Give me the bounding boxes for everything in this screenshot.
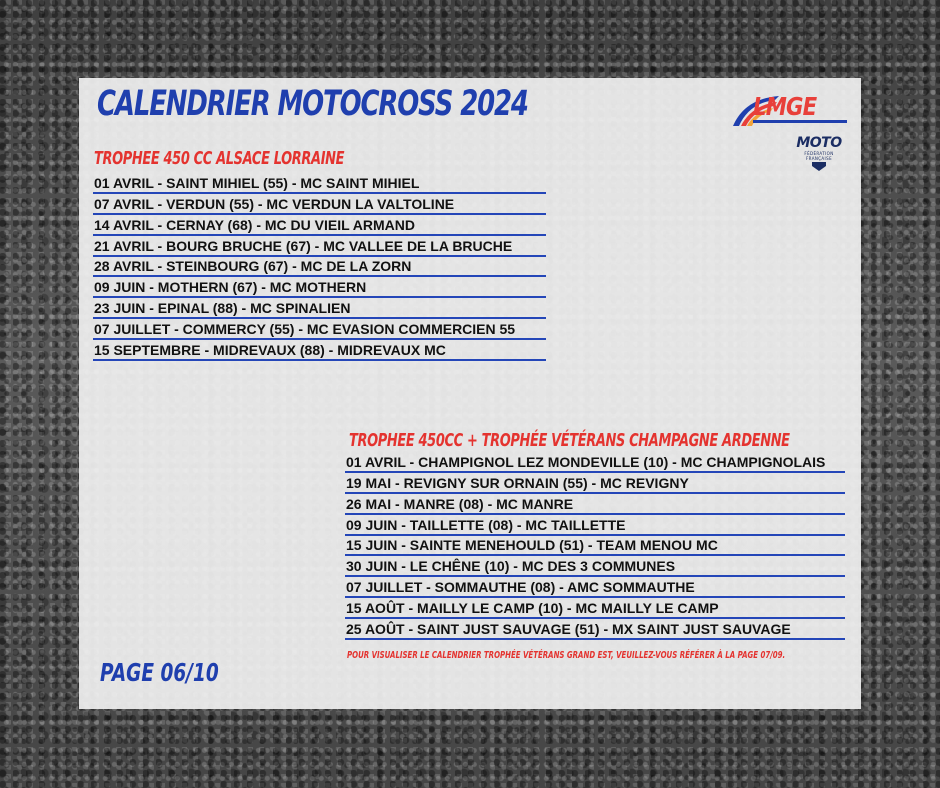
ffm-logo-subtitle: FÉDÉRATION FRANÇAISE [804,151,834,161]
event-row [93,194,546,215]
ffm-logo [791,136,847,174]
event-text: 07 JUILLET - COMMERCY (55) - MC EVASION COMMERCIEN 55 [94,321,516,338]
event-row [345,473,845,494]
event-row [93,215,546,236]
event-text: 15 AOÛT - MAILLY LE CAMP (10) - MC MAILLY LE CAMP [346,600,719,617]
event-row [345,536,845,557]
event-row [93,340,546,361]
event-text: 15 SEPTEMBRE - MIDREVAUX (88) - MIDREVAUX MC [94,342,446,359]
event-row [345,515,845,536]
event-row [93,257,546,278]
section-title-champagne-ardenne: TROPHEE 450CC + TROPHÉE VÉTÉRANS CHAMPAGNE ARDENNE [349,430,790,451]
event-text: 15 JUIN - SAINTE MENEHOULD (51) - TEAM MENOU MC [346,537,718,554]
page-number: PAGE 06/10 [100,658,219,687]
event-list-alsace-lorraine [93,173,546,361]
event-text: 14 AVRIL - CERNAY (68) - MC DU VIEIL ARMAND [94,216,416,233]
event-row [345,619,845,640]
event-text: 26 MAI - MANRE (08) - MC MANRE [346,495,574,512]
event-text: 09 JUIN - MOTHERN (67) - MC MOTHERN [94,279,367,296]
event-row [93,298,546,319]
event-list-champagne-ardenne [345,452,845,640]
event-row [93,277,546,298]
event-row [93,173,546,194]
veterans-footnote: POUR VISUALISER LE CALENDRIER TROPHÉE VÉTÉRANS GRAND EST, VEUILLEZ-VOUS RÉFÉRER À LA PAGE 07/09. [347,650,786,661]
event-row [345,598,845,619]
event-text: 01 AVRIL - SAINT MIHIEL (55) - MC SAINT MIHIEL [94,174,420,191]
calendar-panel [79,78,861,709]
event-text: 28 AVRIL - STEINBOURG (67) - MC DE LA ZORN [94,258,412,275]
event-row [345,577,845,598]
event-text: 25 AOÛT - SAINT JUST SAUVAGE (51) - MX SAINT JUST SAUVAGE [346,621,791,638]
event-text: 07 JUILLET - SOMMAUTHE (08) - AMC SOMMAUTHE [346,579,695,596]
event-row [345,494,845,515]
lmge-logo-text: LMGE [753,92,817,121]
lmge-logo [731,90,851,128]
event-text: 07 AVRIL - VERDUN (55) - MC VERDUN LA VALTOLINE [94,195,455,212]
event-text: 19 MAI - REVIGNY SUR ORNAIN (55) - MC REVIGNY [346,474,689,491]
section-title-alsace-lorraine: TROPHEE 450 CC ALSACE LORRAINE [94,148,345,169]
event-row [345,452,845,473]
event-text: 30 JUIN - LE CHÊNE (10) - MC DES 3 COMMUNES [346,558,676,575]
event-text: 09 JUIN - TAILLETTE (08) - MC TAILLETTE [346,516,626,533]
ffm-logo-word: MOTO [796,135,842,151]
event-row [93,236,546,257]
ffm-badge-icon [812,162,826,171]
page-title: CALENDRIER MOTOCROSS 2024 [97,84,528,124]
event-row [93,319,546,340]
event-text: 01 AVRIL - CHAMPIGNOL LEZ MONDEVILLE (10) - MC CHAMPIGNOLAIS [346,453,826,470]
event-row [345,556,845,577]
event-text: 23 JUIN - EPINAL (88) - MC SPINALIEN [94,300,351,317]
event-text: 21 AVRIL - BOURG BRUCHE (67) - MC VALLEE DE LA BRUCHE [94,237,513,254]
